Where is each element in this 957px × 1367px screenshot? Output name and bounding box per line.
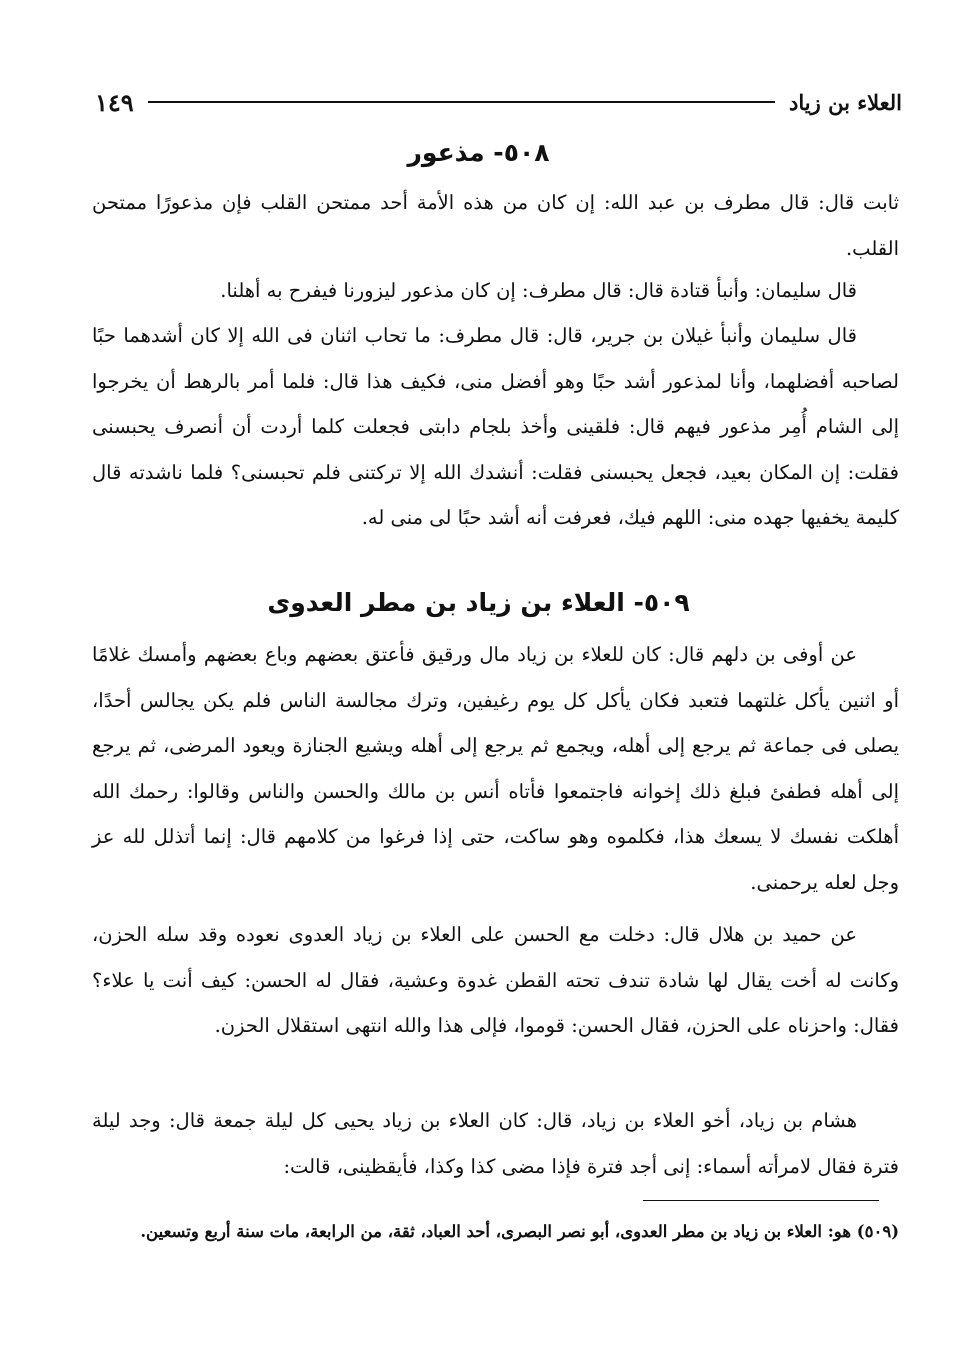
paragraph-508-3: قال سليمان وأنبأ غيلان بن جرير، قال: قال مطرف: ما تحاب اثنان فى الله إلا كان أشدهما حبًا لصاحبه أفضلهما، وأنا لمذعور أشد حبًا وهو أفضل منى، فكيف هذا قال: فلما أمر بالرهط أن يخرجوا إلى الشام أُمِر مذعور فيهم قال: فلقينى وأخذ بلجام دابتى فجعلت كلما أردت أن أنصرف يحبسنى فقلت: إن المكان بعيد، فجعل يحبسنى فقلت: أنشدك الله إلا تركتنى فلم تحبسنى؟ فلما ناشدته قال كليمة يخفيها جهده منى: اللهم فيك، فعرفت أنه أشد حبًا لى منى له. [92, 324, 899, 529]
paragraph-509-3: هشام بن زياد، أخو العلاء بن زياد، قال: كان العلاء بن زياد يحيى كل ليلة جمعة قال: وجد ليلة فترة فقال لامرأته أسماء: إنى أجد فترة فإذا مضى كذا وكذا، فأيقظينى، قالت: [92, 1109, 899, 1178]
page-number: ١٤٩ [95, 87, 134, 117]
section-title-509: ٥٠٩- العلاء بن زياد بن مطر العدوى [267, 588, 690, 617]
running-title: العلاء بن زياد [789, 89, 902, 115]
section-title-508: ٥٠٨- مذعور [407, 138, 550, 167]
footnote-rule [643, 1200, 879, 1201]
paragraph-508-1: ثابت قال: قال مطرف بن عبد الله: إن كان من هذه الأمة أحد ممتحن القلب فإن مذعورًا ممتحن القلب. [92, 191, 899, 260]
paragraph-509-1: عن أوفى بن دلهم قال: كان للعلاء بن زياد مال ورقيق فأعتق بعضهم وباع بعضهم وأمسك غلامًا أو اثنين يأكل غلتهما فتعبد فكان يأكل كل يوم رغيفين، وترك مجالسة الناس فلم يكن يجالس أحدًا، يصلى فى جماعة ثم يرجع إلى أهله، ويجمع ثم يرجع إلى أهله ويشيع الجنازة ويعود المرضى، ثم يرجع إلى أهله فطفئ فبلغ ذلك إخوانه فاجتمعوا فأتاه أنس بن مالك والحسن والناس وقالوا: رحمك الله أهلكت نفسك لا يسعك هذا، فكلموه وهو ساكت، حتى إذا فرغوا من كلامهم قال: إنما أتذلل لله عز وجل لعله يرحمنى. [92, 643, 899, 894]
footnote-509: (٥٠٩) هو: العلاء بن زياد بن مطر العدوى، أبو نصر البصرى، أحد العباد، ثقة، من الرابعة، مات سنة أربع وتسعين. [140, 1222, 899, 1241]
header-rule [148, 101, 775, 103]
running-header [95, 84, 902, 120]
paragraph-508-2: قال سليمان: وأنبأ قتادة قال: قال مطرف: إن كان مذعور ليزورنا فيفرح به أهلنا. [220, 279, 857, 302]
paragraph-509-2: عن حميد بن هلال قال: دخلت مع الحسن على العلاء بن زياد العدوى نعوده وقد سله الحزن، وكانت له أخت يقال لها شادة تندف تحته القطن غدوة وعشية، فقال له الحسن: كيف أنت يا علاء؟ فقال: واحزناه على الحزن، فقال الحسن: قوموا، فإلى هذا والله انتهى استقلال الحزن. [92, 923, 899, 1037]
